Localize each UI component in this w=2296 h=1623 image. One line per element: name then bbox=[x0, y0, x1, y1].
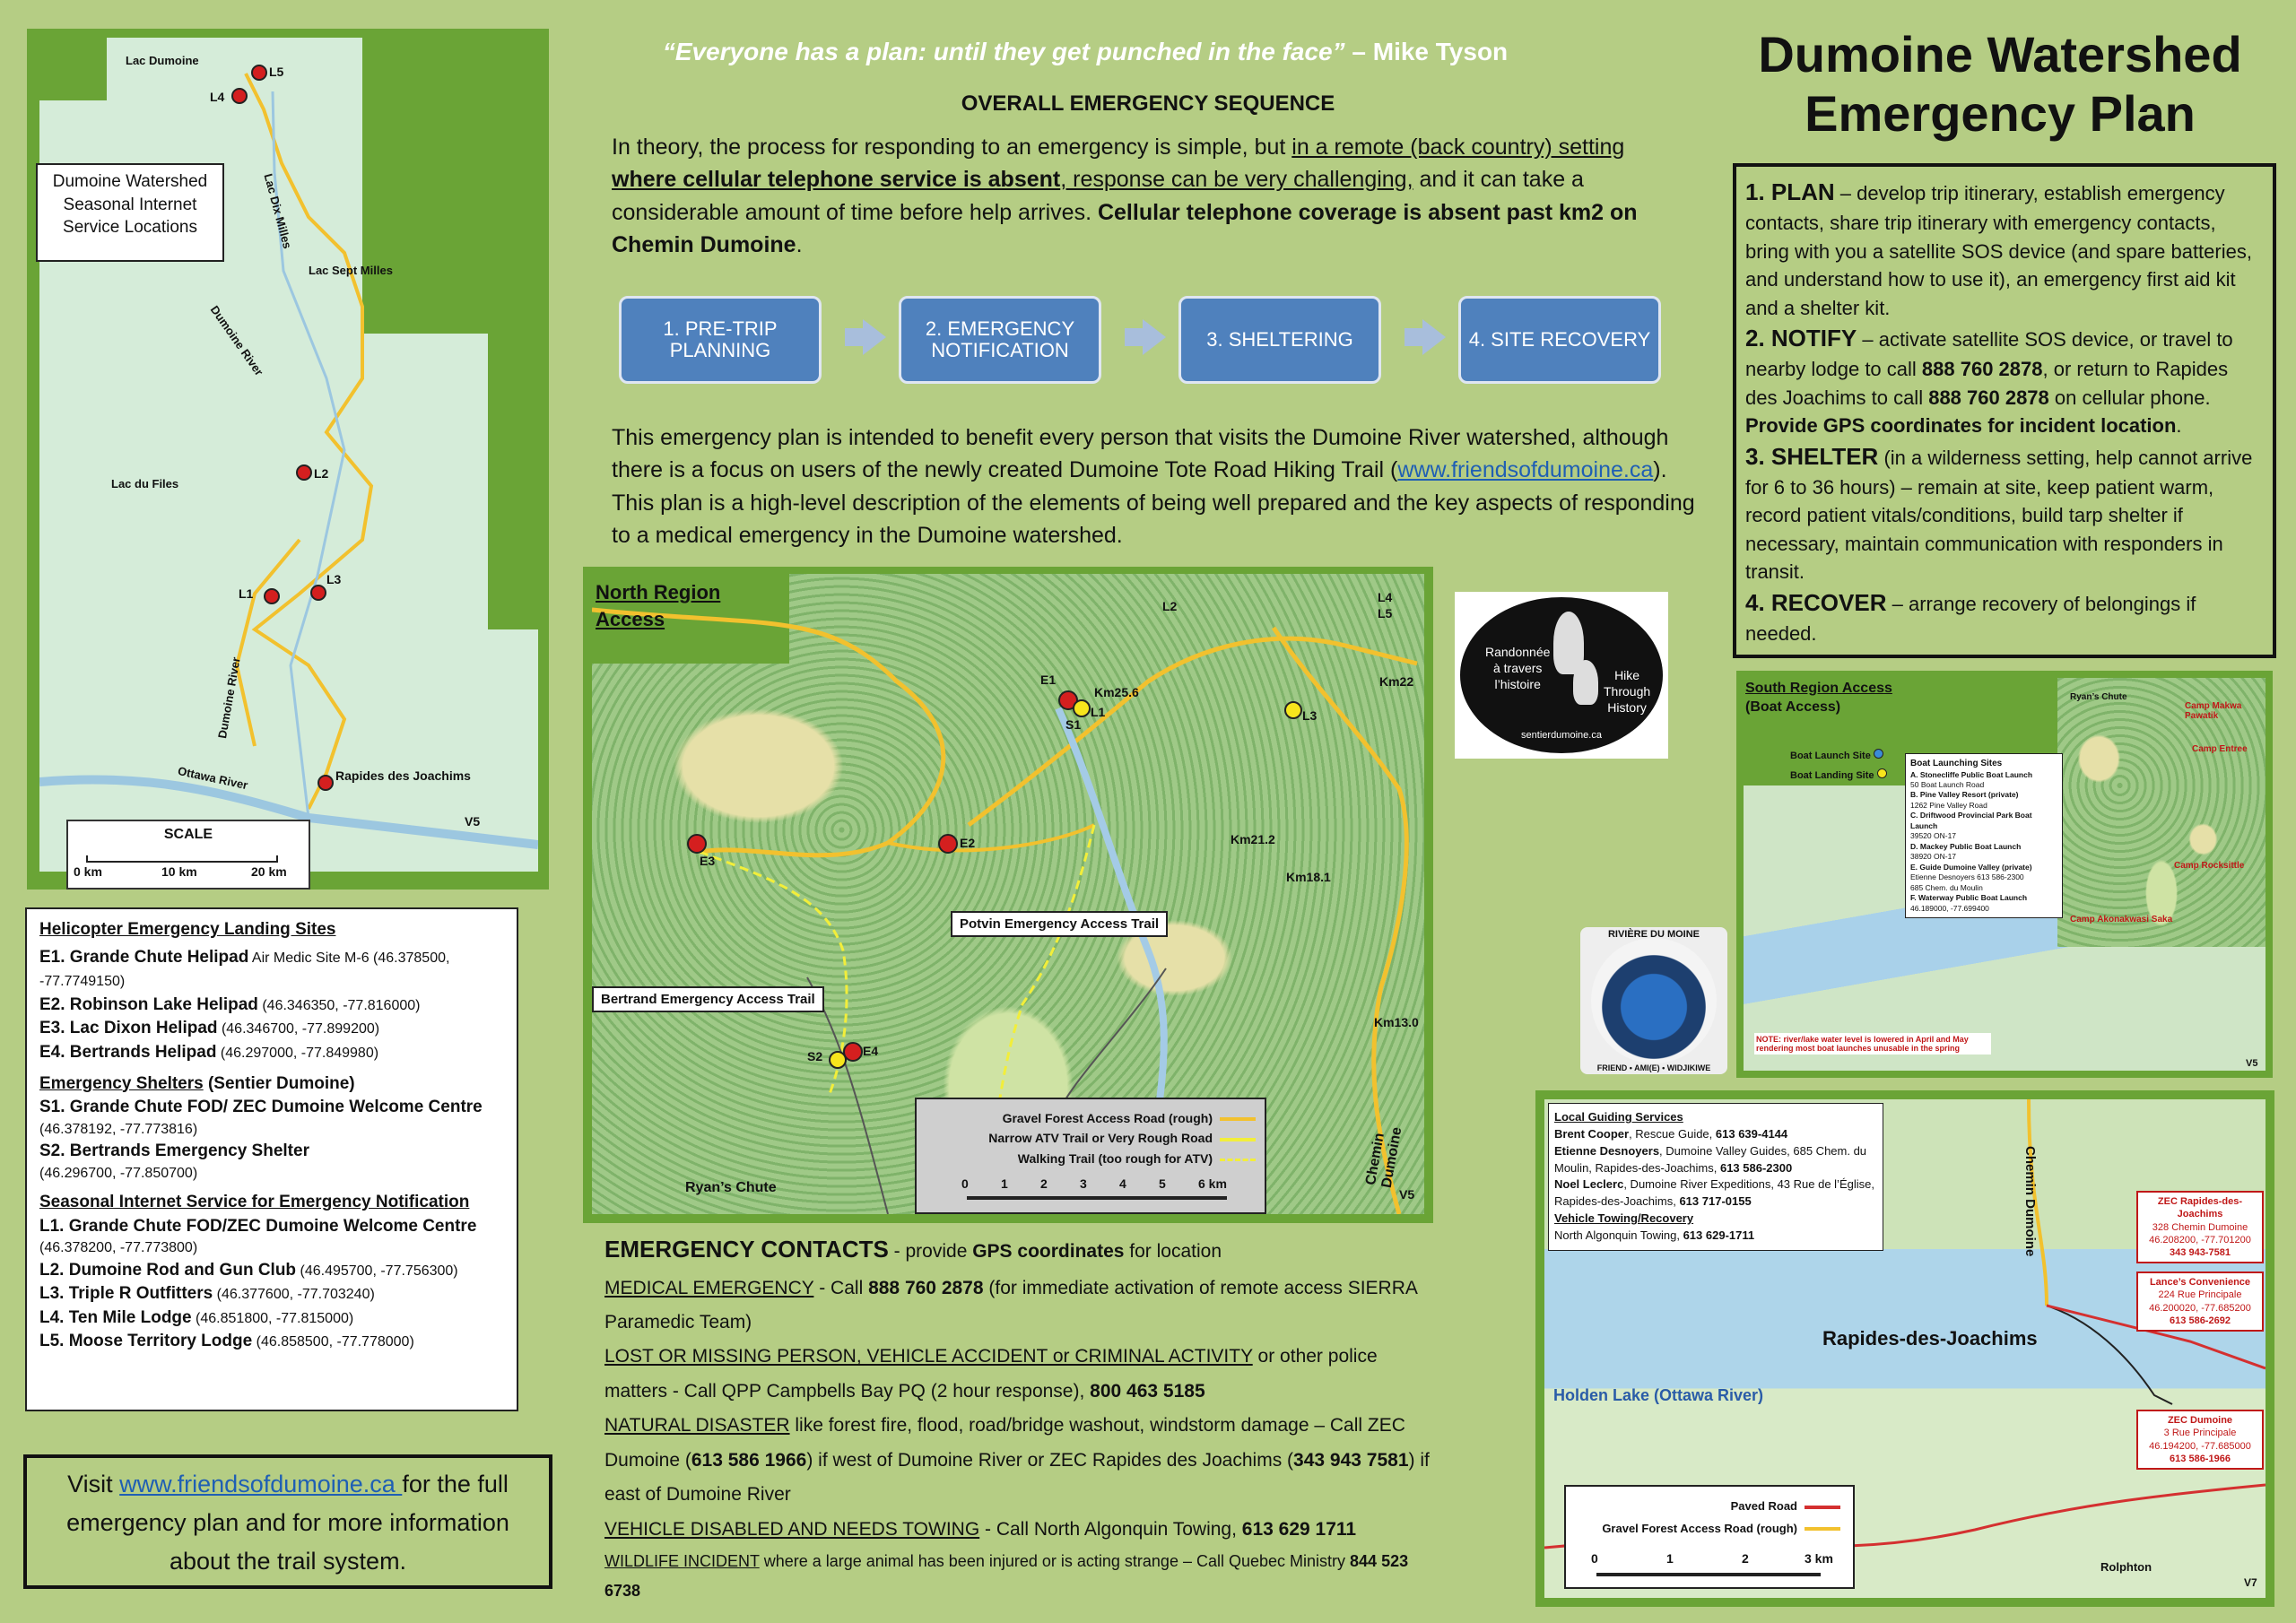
north-map-legend: Gravel Forest Access Road (rough) Narrow ATV Trail or Very Rough Road Walking Trail (too rough for ATV) 0 1 2 3 4 5 6 km bbox=[915, 1098, 1266, 1214]
heli-item: E1. Grande Chute Helipad Air Medic Site M-6 (46.378500, -77.7749150) bbox=[39, 947, 450, 990]
contact-towing: VEHICLE DISABLED AND NEEDS TOWING - Call North Algonquin Towing, 613 629 1711 bbox=[604, 1518, 1357, 1540]
rapides-map-legend: Paved Road Gravel Forest Access Road (rough) 0 1 2 3 km bbox=[1564, 1485, 1855, 1589]
plan-purpose: This emergency plan is intended to benefit every person that visits the Dumoine River watershed, although there is a focus on users of the newly created Dumoine Tote Road Hiking Trail (www.friendsofdumoine.ca). This plan is a high-level description of the elements of being well prepared and the key aspects of responding to a medical emergency in the Dumoine watershed. bbox=[612, 425, 1695, 548]
place-label: Rapides des Joachims bbox=[335, 768, 471, 783]
south-region-map-panel: South Region Access (Boat Access) Boat Launch Site Boat Landing Site Boat Launching Sites A. Stonecliffe Public Boat Launch 50 Boat Launch Road B. Pine Valley Resort (private) 1262 Pine Valley Road C. Driftwood Provincial Park Boat Launch 39520 ON-17 D. Mackey Public Boat Launch 38920 ON-17 E. Guide Dumoine Valley (private) Etienne Desnoyers 613 586-2300 685 Chem. du Moulin F. Waterway Public Boat Launch 46.189000, -77.699400 Ryan’s Chute Camp Makwa Pawatik Camp Entree Camp Rocksittle Camp Akonakwasi Saka NOTE: river/lake water level is lowered in April and May rendering most boat launches unusable in the spring V5 bbox=[1736, 671, 2273, 1078]
north-region-map-panel bbox=[583, 567, 1433, 1223]
guiding-services-box: Local Guiding Services Brent Cooper, Rescue Guide, 613 639-4144 Etienne Desnoyers, Dumoine Valley Guides, 685 Chem. du Moulin, Rapides-des-Joachims, 613 586-2300 Noel Leclerc, Dumoine River Expeditions, 43 Rue de l’Église, Rapides-des-Joachims, 613 717-0155 Vehicle Towing/Recovery North Algonquin Towing, 613 629-1711 bbox=[1548, 1103, 1883, 1251]
friends-of-dumoine-link[interactable]: www.friendsofdumoine.ca bbox=[119, 1471, 403, 1497]
emergency-contacts: EMERGENCY CONTACTS - provide GPS coordinates for location MEDICAL EMERGENCY - Call 888 760 2878 (for immediate activation of remote access SIERRA Paramedic Team) LOST OR MISSING PERSON, VEHICLE ACCIDENT or CRIMINAL ACTIVITY or other police matters - Call QPP Campbells Bay PQ (2 hour response), 800 463 5185 NATURAL DISASTER like forest fire, flood, road/bridge washout, windstorm damage – Call ZEC Dumoine (613 586 1966) if west of Dumoine River or ZEC Rapides des Joachims (343 943 7581) if east of Dumoine River VEHICLE DISABLED AND NEEDS TOWING - Call North Algonquin Towing, 613 629 1711 WILDLIFE INCIDENT where a large animal has been injured or is acting strange – Call Quebec Ministry 844 523 6738 bbox=[604, 1228, 1439, 1606]
arrow-icon bbox=[1422, 319, 1446, 355]
place-label: Lac Sept Milles bbox=[309, 264, 393, 277]
map-scale: SCALE 0 km 10 km 20 km bbox=[66, 820, 310, 890]
plan-step: 2. NOTIFY – activate satellite SOS device, or travel to nearby lodge to call 888 760 2878, or return to Rapides des Joachims to call 888 760 2878 on cellular phone. Provide GPS coordinates for incident location. bbox=[1745, 324, 2233, 438]
point-label: L4 bbox=[210, 90, 225, 104]
step-emergency-notification: 2. EMERGENCY NOTIFICATION bbox=[899, 296, 1101, 384]
internet-item: L2. Dumoine Rod and Gun Club (46.495700, -77.756300) bbox=[39, 1260, 458, 1280]
emergency-sites-box bbox=[25, 907, 518, 1411]
contact-police: LOST OR MISSING PERSON, VEHICLE ACCIDENT or CRIMINAL ACTIVITY or other police matters - Call QPP Campbells Bay PQ (2 hour response), 800 463 5185 bbox=[604, 1346, 1378, 1402]
page-title: Dumoine Watershed Emergency Plan bbox=[1758, 26, 2242, 143]
south-map-legend: Boat Launch Site Boat Landing Site bbox=[1790, 746, 1887, 785]
plan-step: 1. PLAN – develop trip itinerary, establish emergency contacts, share trip itinerary with emergency contacts, bring with you a satellite SOS device (and spare batteries, and understand how to use it), an emergency first aid kit and a shelter kit. bbox=[1745, 178, 2252, 319]
contact-wildlife: WILDLIFE INCIDENT where a large animal has been injured or is acting strange – Call Quebec Ministry 844 523 6738 bbox=[604, 1551, 1409, 1600]
heli-list bbox=[39, 946, 504, 1065]
heli-item: E4. Bertrands Helipad (46.297000, -77.849980) bbox=[39, 1042, 379, 1062]
step-pre-trip-planning: 1. PRE-TRIP PLANNING bbox=[619, 296, 822, 384]
rapides-map-panel bbox=[1535, 1090, 2274, 1607]
place-label: Dumoine River bbox=[207, 303, 266, 378]
morel-icon bbox=[1573, 660, 1598, 705]
arrow-icon bbox=[1143, 319, 1166, 355]
internet-item: L5. Moose Territory Lodge (46.858500, -77.778000) bbox=[39, 1332, 414, 1351]
place-label: Dumoine River bbox=[215, 655, 243, 740]
heli-item: E2. Robinson Lake Helipad (46.346350, -77.816000) bbox=[39, 994, 421, 1014]
lances-convenience-box: Lance’s Convenience 224 Rue Principale 46.200020, -77.685200 613 586-2692 bbox=[2136, 1271, 2264, 1332]
internet-heading: Seasonal Internet Service for Emergency Notification bbox=[39, 1193, 470, 1212]
internet-item: L3. Triple R Outfitters (46.377600, -77.703240) bbox=[39, 1284, 375, 1304]
contact-medical: MEDICAL EMERGENCY - Call 888 760 2878 (for immediate activation of remote access SIERRA Paramedic Team) bbox=[604, 1277, 1417, 1332]
shelter-item: S1. Grande Chute FOD/ ZEC Dumoine Welcome Centre (46.378192, -77.773816) bbox=[39, 1098, 483, 1137]
water-level-note: NOTE: river/lake water level is lowered in April and May rendering most boat launches unusable in the spring bbox=[1754, 1033, 1991, 1055]
quote: “Everyone has a plan: until they get punched in the face” – Mike Tyson bbox=[662, 38, 1509, 65]
arrow-icon bbox=[863, 319, 886, 355]
watershed-map-title: Dumoine Watershed Seasonal Internet Service Locations bbox=[36, 163, 224, 262]
place-label: Lac du Files bbox=[111, 477, 179, 490]
contact-natural-disaster: NATURAL DISASTER like forest fire, flood, road/bridge washout, windstorm damage – Call ZEC Dumoine (613 586 1966) if west of Dumoine River or ZEC Rapides des Joachims (343 943 7581) if east of Dumoine River bbox=[604, 1415, 1430, 1506]
internet-item: L4. Ten Mile Lodge (46.851800, -77.815000) bbox=[39, 1307, 354, 1327]
place-label: Lac Dumoine bbox=[126, 54, 199, 67]
north-region-map: North Region Access E1 L1 S1 Km25.6 L3 Km22 E3 E2 Km21.2 Km18.1 E4 S2 Km13.0 L2 L4 L5 Chemin Dumoine Ryan’s Chute V5 Potvin Emergency Access Trail Bertrand Emergency Access Trail Gravel Forest Access Road (rough) Narrow ATV Trail or Very Rough Road Walking Trail (too rough for ATV) 0 1 2 3 4 5 6 km bbox=[592, 574, 1424, 1214]
north-map-title: North Region Access bbox=[596, 581, 721, 630]
place-label: Ottawa River bbox=[176, 764, 249, 793]
watershed-map bbox=[39, 38, 538, 879]
heli-item: E3. Lac Dixon Helipad (46.346700, -77.899200) bbox=[39, 1019, 380, 1038]
step-site-recovery: 4. SITE RECOVERY bbox=[1458, 296, 1661, 384]
plan-step: 4. RECOVER – arrange recovery of belongings if needed. bbox=[1745, 588, 2196, 645]
riviere-du-moine-logo: RIVIÈRE DU MOINE FRIEND • AMI(E) • WIDJIKIWE bbox=[1580, 927, 1727, 1074]
zec-dumoine-box: ZEC Dumoine 3 Rue Principale 46.194200, -77.685000 613 586-1966 bbox=[2136, 1410, 2264, 1470]
bertrand-trail-callout: Bertrand Emergency Access Trail bbox=[592, 986, 824, 1012]
boat-launch-list: Boat Launching Sites A. Stonecliffe Public Boat Launch 50 Boat Launch Road B. Pine Valley Resort (private) 1262 Pine Valley Road C. Driftwood Provincial Park Boat Launch 39520 ON-17 D. Mackey Public Boat Launch 38920 ON-17 E. Guide Dumoine Valley (private) Etienne Desnoyers 613 586-2300 685 Chem. du Moulin F. Waterway Public Boat Launch 46.189000, -77.699400 bbox=[1905, 753, 2063, 918]
south-map-title: South Region Access (Boat Access) bbox=[1745, 681, 1892, 715]
point-label: L3 bbox=[326, 572, 342, 586]
plan-step: 3. SHELTER (in a wilderness setting, help cannot arrive for 6 to 36 hours) – remain at site, keep patient warm, record patient vitals/conditions, build tarp shelter if necessary, maintain communication with responders in transit. bbox=[1745, 442, 2253, 584]
rapides-map: Local Guiding Services Brent Cooper, Rescue Guide, 613 639-4144 Etienne Desnoyers, Dumoine Valley Guides, 685 Chem. du Moulin, Rapides-des-Joachims, 613 586-2300 Noel Leclerc, Dumoine River Expeditions, 43 Rue de l’Église, Rapides-des-Joachims, 613 717-0155 Vehicle Towing/Recovery North Algonquin Towing, 613 629-1711 Rapides-des-Joachims Holden Lake (Ottawa River) Chemin Dumoine Rolphton ZEC Rapides-des-Joachims 328 Chemin Dumoine 46.208200, -77.701200 343 943-7581 Lance’s Convenience 224 Rue Principale 46.200020, -77.685200 613 586-2692 ZEC Dumoine 3 Rue Principale 46.194200, -77.685000 613 586-1966 Paved Road Gravel Forest Access Road (rough) 0 1 2 3 km V7 bbox=[1544, 1099, 2266, 1598]
potvin-trail-callout: Potvin Emergency Access Trail bbox=[951, 911, 1168, 937]
sequence-heading: OVERALL EMERGENCY SEQUENCE bbox=[961, 91, 1335, 116]
heli-heading: Helicopter Emergency Landing Sites bbox=[39, 920, 336, 939]
point-label: L2 bbox=[314, 466, 329, 481]
point-label: L1 bbox=[239, 586, 254, 601]
lake-label: Holden Lake (Ottawa River) bbox=[1553, 1386, 1764, 1404]
step-sheltering: 3. SHELTERING bbox=[1178, 296, 1381, 384]
visit-box: Visit www.friendsofdumoine.ca for the full emergency plan and for more information about the trail system. bbox=[23, 1454, 552, 1589]
shelter-heading: Emergency Shelters (Sentier Dumoine) bbox=[39, 1073, 355, 1093]
sequence-intro: In theory, the process for responding to an emergency is simple, but in a remote (back country) setting where cellular telephone service is absent, response can be very challenging, and it can take a considerable amount of time before help arrives. Cellular telephone coverage is absent past km2 on Chemin Dumoine. bbox=[612, 135, 1638, 257]
plan-steps-box bbox=[1733, 163, 2276, 658]
hike-through-history-logo: Randonnée à travers l’histoire Hike Through History sentierdumoine.ca bbox=[1455, 592, 1668, 759]
shelter-item: S2. Bertrands Emergency Shelter (46.296700, -77.850700) bbox=[39, 1141, 309, 1181]
point-label: L5 bbox=[269, 65, 284, 79]
place-label: Lac Dix Milles bbox=[261, 172, 295, 250]
watershed-map-panel bbox=[27, 29, 549, 890]
version-label: V5 bbox=[465, 814, 481, 829]
road-label: Chemin Dumoine bbox=[2022, 1146, 2038, 1257]
place-label: Rolphton bbox=[2100, 1560, 2152, 1574]
friends-of-dumoine-link[interactable]: www.friendsofdumoine.ca bbox=[1397, 457, 1654, 483]
town-label: Rapides-des-Joachims bbox=[1822, 1327, 2038, 1350]
zec-rapides-box: ZEC Rapides-des-Joachims 328 Chemin Dumoine 46.208200, -77.701200 343 943-7581 bbox=[2136, 1191, 2264, 1263]
internet-item: L1. Grande Chute FOD/ZEC Dumoine Welcome Centre (46.378200, -77.773800) bbox=[39, 1216, 477, 1256]
